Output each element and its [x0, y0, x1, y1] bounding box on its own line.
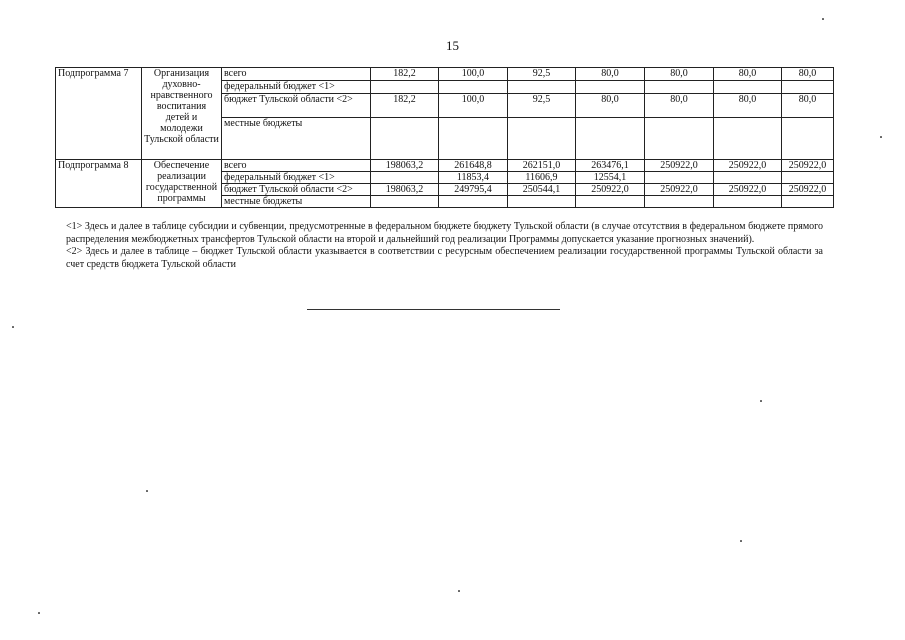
value-cell [782, 196, 834, 208]
value-cell [508, 118, 576, 160]
budget-table [55, 67, 834, 208]
scan-speck [12, 326, 14, 328]
value-cell [508, 196, 576, 208]
end-rule [307, 309, 560, 310]
value-cell: 80,0 [576, 68, 645, 81]
value-cell: 250922,0 [782, 184, 834, 196]
value-cell [439, 118, 508, 160]
value-cell [371, 172, 439, 184]
value-cell: 80,0 [714, 94, 782, 118]
value-cell: 198063,2 [371, 160, 439, 172]
value-cell: 11853,4 [439, 172, 508, 184]
table-row [56, 68, 834, 81]
value-cell [576, 196, 645, 208]
value-cell: 249795,4 [439, 184, 508, 196]
value-cell [714, 172, 782, 184]
value-cell: 80,0 [645, 94, 714, 118]
program-name-cell: Организация духовно-нравственного воспитания детей и молодежи Тульской области [142, 68, 222, 160]
value-cell: 250922,0 [714, 184, 782, 196]
value-cell: 80,0 [576, 94, 645, 118]
value-cell [576, 81, 645, 94]
scan-speck [740, 540, 742, 542]
value-cell: 182,2 [371, 94, 439, 118]
value-cell: 100,0 [439, 94, 508, 118]
source-label: всего [222, 160, 371, 172]
value-cell: 198063,2 [371, 184, 439, 196]
value-cell [439, 81, 508, 94]
page-number: 15 [446, 38, 459, 53]
value-cell [508, 81, 576, 94]
value-cell: 80,0 [714, 68, 782, 81]
program-cell: Подпрограмма 8 [56, 160, 142, 208]
value-cell: 100,0 [439, 68, 508, 81]
value-cell: 11606,9 [508, 172, 576, 184]
value-cell: 250922,0 [576, 184, 645, 196]
program-cell: Подпрограмма 7 [56, 68, 142, 160]
value-cell [714, 118, 782, 160]
value-cell: 92,5 [508, 68, 576, 81]
value-cell [645, 172, 714, 184]
value-cell [576, 118, 645, 160]
value-cell: 92,5 [508, 94, 576, 118]
scan-speck [458, 590, 460, 592]
value-cell: 250544,1 [508, 184, 576, 196]
scan-speck [880, 136, 882, 138]
value-cell [645, 196, 714, 208]
scan-speck [822, 18, 824, 20]
value-cell: 12554,1 [576, 172, 645, 184]
value-cell: 250922,0 [645, 184, 714, 196]
value-cell [714, 81, 782, 94]
value-cell: 250922,0 [782, 160, 834, 172]
source-label: бюджет Тульской области <2> [222, 184, 371, 196]
value-cell: 261648,8 [439, 160, 508, 172]
footnote-2: <2> Здесь и далее в таблице – бюджет Тульской области указывается в соответствии с ресурсным обеспечением реализации государственной программы Тульской области за счет средств бюджета Тульской области [66, 246, 823, 270]
source-label: всего [222, 68, 371, 81]
value-cell [782, 118, 834, 160]
source-label: федеральный бюджет <1> [222, 81, 371, 94]
value-cell: 250922,0 [645, 160, 714, 172]
source-label: бюджет Тульской области <2> [222, 94, 371, 118]
value-cell [714, 196, 782, 208]
value-cell [782, 81, 834, 94]
value-cell: 263476,1 [576, 160, 645, 172]
value-cell: 80,0 [645, 68, 714, 81]
source-label: местные бюджеты [222, 118, 371, 160]
value-cell [439, 196, 508, 208]
scan-speck [146, 490, 148, 492]
value-cell: 80,0 [782, 94, 834, 118]
value-cell: 262151,0 [508, 160, 576, 172]
value-cell [371, 196, 439, 208]
source-label: федеральный бюджет <1> [222, 172, 371, 184]
scan-speck [760, 400, 762, 402]
value-cell [371, 81, 439, 94]
value-cell [645, 118, 714, 160]
value-cell [645, 81, 714, 94]
value-cell [782, 172, 834, 184]
footnote-1: <1> Здесь и далее в таблице субсидии и субвенции, предусмотренные в федеральном бюджете бюджету Тульской области (в случае отсутствия в федеральном бюджете прямого распределения межбюджетных трансфертов Тульской области на второй и дальнейший год реализации Программы допускается указание прогнозных значений). [66, 221, 823, 245]
value-cell [371, 118, 439, 160]
table-row [56, 160, 834, 172]
scan-speck [38, 612, 40, 614]
value-cell: 182,2 [371, 68, 439, 81]
source-label: местные бюджеты [222, 196, 371, 208]
value-cell: 80,0 [782, 68, 834, 81]
value-cell: 250922,0 [714, 160, 782, 172]
program-name-cell: Обеспечение реализации государственной программы [142, 160, 222, 208]
footnotes [66, 221, 823, 271]
